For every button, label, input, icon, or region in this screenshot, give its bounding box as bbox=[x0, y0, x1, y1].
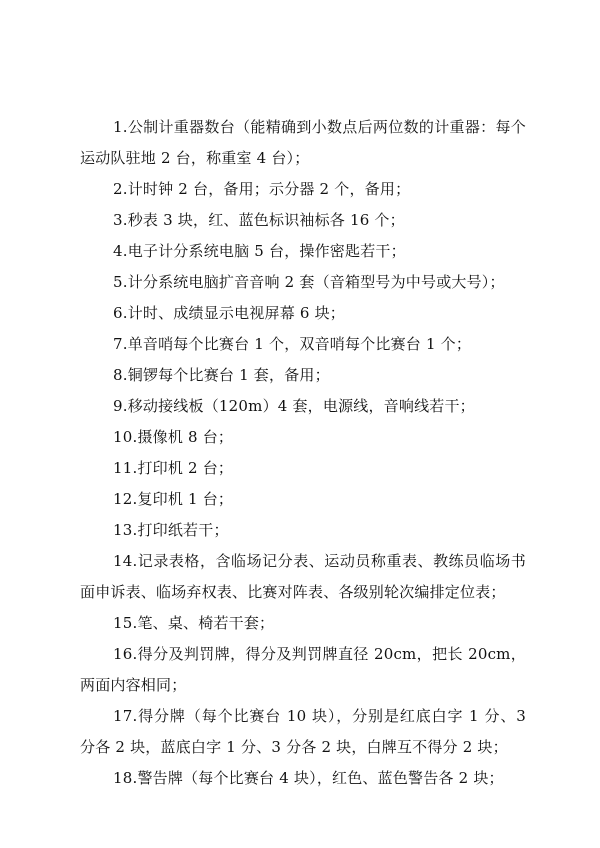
list-item: 17.得分牌（每个比赛台 10 块），分别是红底白字 1 分、3 分各 2 块，蓝底白字 1 分、3 分各 2 块，白牌互不得分 2 块； bbox=[80, 707, 526, 756]
equipment-list bbox=[80, 112, 526, 794]
list-item: 6.计时、成绩显示电视屏幕 6 块； bbox=[113, 304, 345, 322]
list-item: 1.公制计重器数台（能精确到小数点后两位数的计重器：每个运动队驻地 2 台，称重室 4 台）； bbox=[80, 118, 526, 167]
list-item: 9.移动接线板（120m）4 套，电源线，音响线若干； bbox=[113, 397, 475, 415]
list-item: 2.计时钟 2 台，备用；示分器 2 个，备用； bbox=[113, 180, 411, 198]
list-item: 8.铜锣每个比赛台 1 套，备用； bbox=[113, 366, 330, 384]
list-item: 5.计分系统电脑扩音音响 2 套（音箱型号为中号或大号）； bbox=[113, 273, 505, 291]
list-item: 7.单音哨每个比赛台 1 个，双音哨每个比赛台 1 个； bbox=[113, 335, 472, 353]
list-item: 10.摄像机 8 台； bbox=[113, 428, 234, 446]
list-item: 3.秒表 3 块，红、蓝色标识袖标各 16 个； bbox=[113, 211, 405, 229]
list-item: 12.复印机 1 台； bbox=[113, 490, 234, 508]
list-item: 15.笔、桌、椅若干套； bbox=[113, 614, 275, 632]
list-item: 4.电子计分系统电脑 5 台，操作密匙若干； bbox=[113, 242, 406, 260]
list-item: 16.得分及判罚牌，得分及判罚牌直径 20cm，把长 20cm，两面内容相同； bbox=[80, 645, 526, 694]
list-item: 18.警告牌（每个比赛台 4 块），红色、蓝色警告各 2 块； bbox=[113, 769, 504, 787]
list-item: 13.打印纸若干； bbox=[113, 521, 229, 539]
list-item: 11.打印机 2 台； bbox=[113, 459, 234, 477]
list-item: 14.记录表格，含临场记分表、运动员称重表、教练员临场书面申诉表、临场弃权表、比赛对阵表、各级别轮次编排定位表； bbox=[80, 552, 526, 601]
